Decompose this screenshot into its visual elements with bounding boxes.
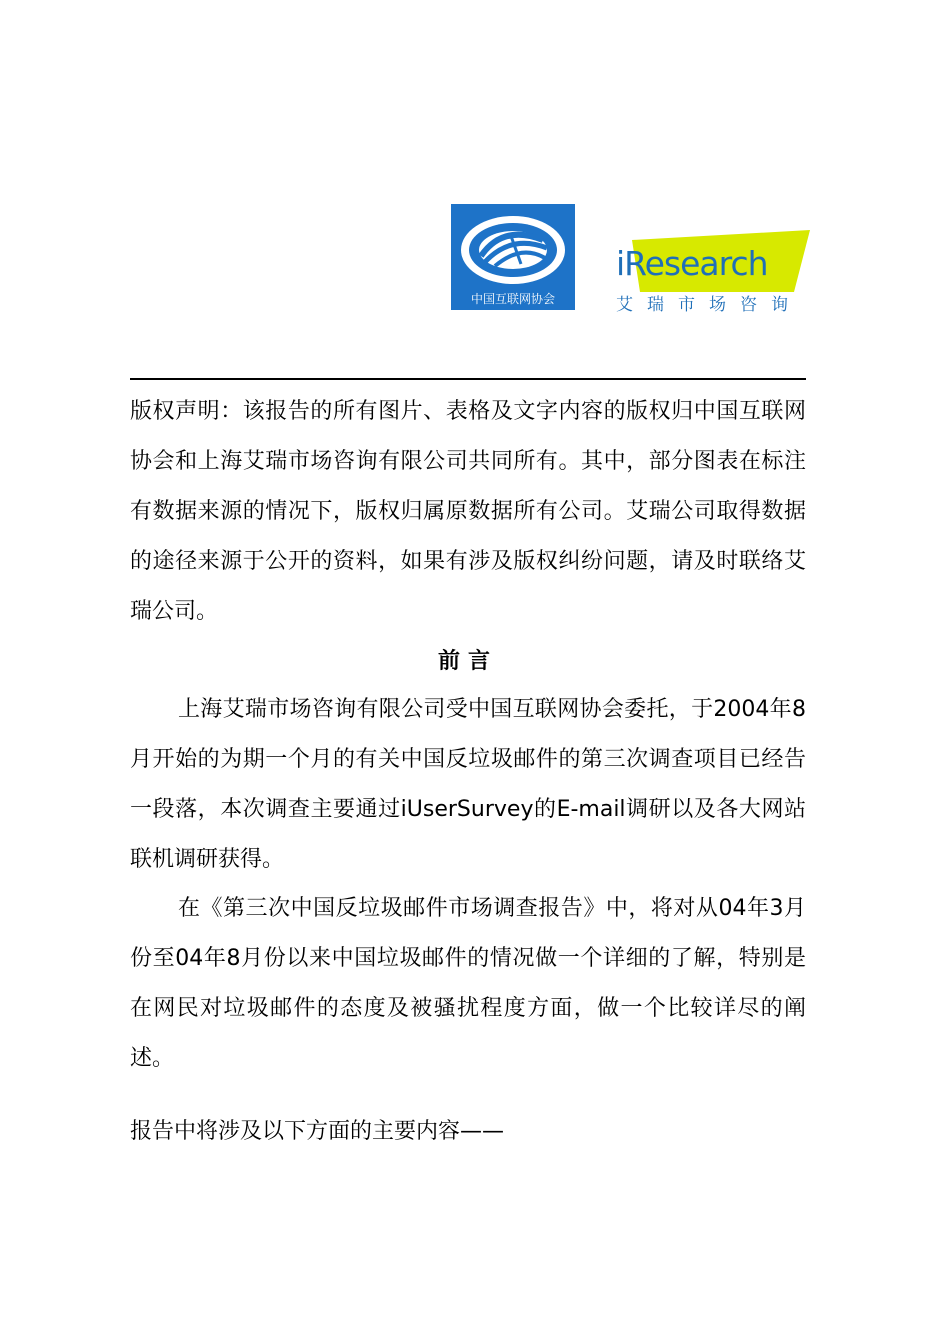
isc-logo-caption: 中国互联网协会	[470, 292, 555, 306]
header-divider	[130, 378, 806, 380]
preface-paragraph-1: 上海艾瑞市场咨询有限公司受中国互联网协会委托，于2004年8月开始的为期一个月的有关中国反垃圾邮件的第三次调查项目已经告一段落，本次调查主要通过iUserSurvey的E-mail调研以及各大网站联机调研获得。	[130, 697, 806, 872]
preface-paragraph-3: 报告中将涉及以下方面的主要内容——	[130, 1119, 505, 1144]
iresearch-logo	[612, 230, 812, 322]
iresearch-wordmark: iResearch	[616, 244, 768, 283]
preface-paragraph-2: 在《第三次中国反垃圾邮件市场调查报告》中，将对从04年3月份至04年8月份以来中国垃圾邮件的情况做一个详细的了解，特别是在网民对垃圾邮件的态度及被骚扰程度方面，做一个比较详尽的阐述。	[130, 896, 806, 1071]
iresearch-chinese-name: 艾瑞市场咨询	[616, 295, 802, 315]
copyright-notice: 版权声明：该报告的所有图片、表格及文字内容的版权归中国互联网协会和上海艾瑞市场咨询有限公司共同所有。其中，部分图表在标注有数据来源的情况下，版权归属原数据所有公司。艾瑞公司取得数据的途径来源于公开的资料，如果有涉及版权纠纷问题，请及时联络艾瑞公司。	[130, 399, 806, 624]
preface-heading: 前言	[437, 649, 498, 674]
isc-logo	[451, 204, 575, 310]
